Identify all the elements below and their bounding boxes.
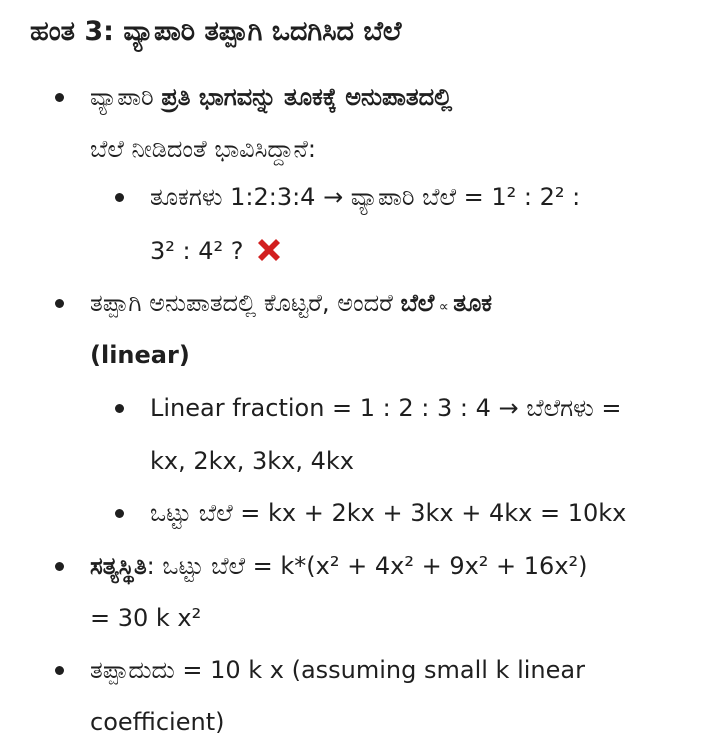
item2-sub1-line2: kx, 2kx, 3kx, 4kx — [150, 447, 354, 475]
item2-text: ತಪ್ಪಾಗಿ ಅನುಪಾತದಲ್ಲಿ ಕೊಟ್ಟರೆ, ಅಂದರೆ — [90, 289, 401, 317]
proportional-symbol: ∝ — [434, 299, 454, 315]
step-heading: ಹಂತ 3: ವ್ಯಾಪಾರಿ ತಪ್ಪಾಗಿ ಒದಗಿಸಿದ ಬೆಲೆ — [30, 16, 402, 47]
item1-sub1-line1: ತೂಕಗಳು 1:2:3:4 → ವ್ಯಾಪಾರಿ ಬೆಲೆ = 1² : 2² : — [150, 183, 581, 211]
item1-bold-text: ತೂಕಕ್ಕೆ ಅನುಪಾತದಲ್ಲಿ — [284, 83, 453, 111]
item1-sub1-line2 — [150, 233, 285, 269]
item1-text — [276, 83, 284, 111]
item3-line2: = 30 k x² — [90, 604, 202, 632]
item2-bold-text: ಬೆಲೆ — [400, 289, 435, 317]
item2-sub1-line1: Linear fraction = 1 : 2 : 3 : 4 → ಬೆಲೆಗಳು = — [150, 394, 622, 422]
bullet — [115, 193, 124, 202]
item2-line2: (linear) — [90, 341, 190, 369]
item2-sub2-line1: ಒಟ್ಟು ಬೆಲೆ = kx + 2kx + 3kx + 4kx = 10kx — [150, 499, 627, 527]
item3-line1 — [90, 548, 588, 584]
item1-line1 — [90, 79, 452, 115]
item4-line1: ತಪ್ಪಾದುದು = 10 k x (assuming small k linear — [90, 656, 585, 684]
bullet — [55, 562, 64, 571]
item3-text: : ಒಟ್ಟು ಬೆಲೆ = k*(x² + 4x² + 9x² + 16x²) — [146, 552, 588, 580]
item4-line2: coefficient) — [90, 708, 225, 736]
item2-bold-text: ತೂಕ — [453, 289, 493, 317]
bullet — [55, 93, 64, 102]
item1-bold-text: ಪ್ರತಿ ಭಾಗವನ್ನು — [161, 83, 277, 111]
bullet — [115, 404, 124, 413]
bullet — [115, 509, 124, 518]
item1-line2: ಬೆಲೆ ನೀಡಿದಂತೆ ಭಾವಿಸಿದ್ದಾನೆ: — [90, 135, 316, 163]
bullet — [55, 299, 64, 308]
item1-text: ವ್ಯಾಪಾರಿ — [90, 83, 162, 111]
item1-sub1-text: 3² : 4² ? — [150, 237, 244, 265]
item3-bold-label: ಸತ್ಯಸ್ಥಿತಿ — [90, 552, 147, 580]
bullet — [55, 666, 64, 675]
cross-mark-icon — [253, 234, 285, 266]
item2-line1 — [90, 285, 492, 325]
